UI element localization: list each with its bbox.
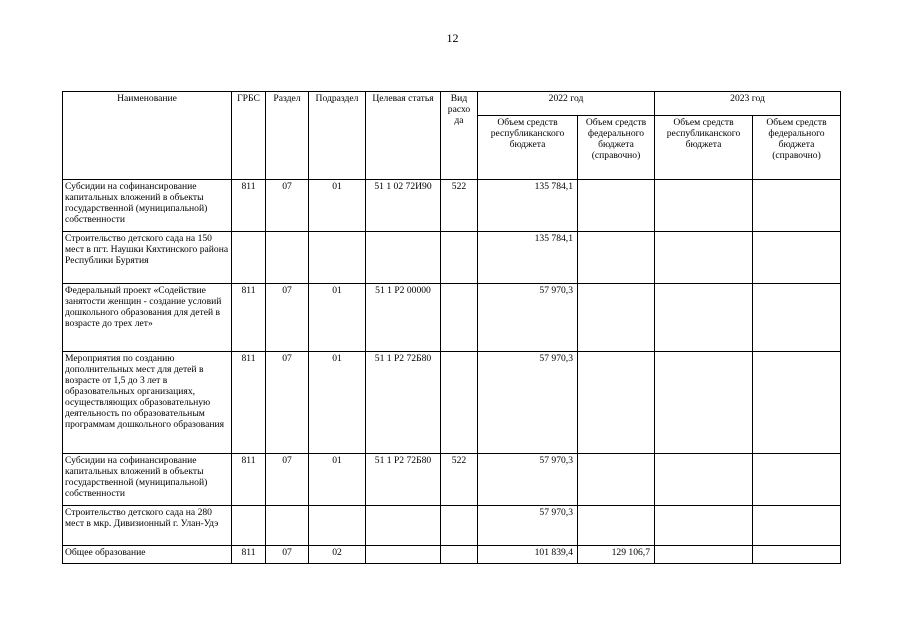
row-grbs: 811 bbox=[232, 180, 266, 232]
row-subsection: 01 bbox=[309, 352, 366, 454]
row-section bbox=[266, 232, 309, 284]
header-subsection: Подраздел bbox=[309, 92, 366, 180]
row-grbs bbox=[232, 232, 266, 284]
row-republic-2023 bbox=[655, 232, 753, 284]
row-grbs: 811 bbox=[232, 352, 266, 454]
header-year-2023: 2023 год bbox=[655, 92, 841, 116]
row-republic-2022: 57 970,3 bbox=[478, 506, 578, 546]
page-number: 12 bbox=[446, 31, 459, 45]
table-row bbox=[63, 232, 841, 284]
row-federal-2022 bbox=[578, 352, 655, 454]
row-name: Субсидии на софинансирование капитальных вложений в объекты государственной (муниципальной) собственности bbox=[63, 180, 232, 232]
row-republic-2022: 57 970,3 bbox=[478, 454, 578, 506]
row-federal-2022 bbox=[578, 454, 655, 506]
row-section: 07 bbox=[266, 352, 309, 454]
header-section: Раздел bbox=[266, 92, 309, 180]
row-republic-2022: 135 784,1 bbox=[478, 180, 578, 232]
row-federal-2022 bbox=[578, 232, 655, 284]
row-subsection: 01 bbox=[309, 180, 366, 232]
row-republic-2022: 135 784,1 bbox=[478, 232, 578, 284]
header-year-2022: 2022 год bbox=[478, 92, 655, 116]
row-federal-2023 bbox=[753, 284, 841, 352]
row-republic-2023 bbox=[655, 506, 753, 546]
row-federal-2022 bbox=[578, 284, 655, 352]
row-name: Общее образование bbox=[63, 546, 232, 564]
row-republic-2022: 57 970,3 bbox=[478, 284, 578, 352]
table-row bbox=[63, 454, 841, 506]
row-target-article bbox=[366, 232, 441, 284]
row-target-article: 51 1 02 72И90 bbox=[366, 180, 441, 232]
table-row bbox=[63, 506, 841, 546]
header-federal-budget-2022: Объем средств федерального бюджета (справочно) bbox=[578, 116, 655, 180]
header-republic-budget-2022: Объем средств республиканского бюджета bbox=[478, 116, 578, 180]
row-expense-type bbox=[441, 352, 478, 454]
row-section: 07 bbox=[266, 284, 309, 352]
header-expense-type: Вид расхо да bbox=[441, 92, 478, 180]
row-republic-2023 bbox=[655, 454, 753, 506]
header-target-article: Целевая статья bbox=[366, 92, 441, 180]
row-republic-2022: 57 970,3 bbox=[478, 352, 578, 454]
row-name: Строительство детского сада на 280 мест в мкр. Дивизионный г. Улан-Удэ bbox=[63, 506, 232, 546]
budget-table bbox=[62, 91, 841, 564]
row-expense-type: 522 bbox=[441, 454, 478, 506]
header-grbs: ГРБС bbox=[232, 92, 266, 180]
row-federal-2023 bbox=[753, 352, 841, 454]
row-federal-2023 bbox=[753, 180, 841, 232]
header-federal-budget-2023: Объем средств федерального бюджета (справочно) bbox=[753, 116, 841, 180]
row-expense-type bbox=[441, 506, 478, 546]
row-federal-2022 bbox=[578, 506, 655, 546]
table-row bbox=[63, 546, 841, 564]
row-federal-2022: 129 106,7 bbox=[578, 546, 655, 564]
row-target-article bbox=[366, 546, 441, 564]
row-expense-type bbox=[441, 546, 478, 564]
row-subsection: 01 bbox=[309, 284, 366, 352]
row-section: 07 bbox=[266, 546, 309, 564]
header-republic-budget-2023: Объем средств республиканского бюджета bbox=[655, 116, 753, 180]
row-expense-type: 522 bbox=[441, 180, 478, 232]
row-target-article bbox=[366, 506, 441, 546]
row-target-article: 51 1 Р2 72Б80 bbox=[366, 454, 441, 506]
row-grbs bbox=[232, 506, 266, 546]
header-name: Наименование bbox=[63, 92, 232, 180]
row-republic-2023 bbox=[655, 546, 753, 564]
row-section: 07 bbox=[266, 180, 309, 232]
row-federal-2023 bbox=[753, 232, 841, 284]
row-subsection bbox=[309, 232, 366, 284]
row-republic-2022: 101 839,4 bbox=[478, 546, 578, 564]
row-subsection bbox=[309, 506, 366, 546]
row-subsection: 01 bbox=[309, 454, 366, 506]
row-federal-2023 bbox=[753, 506, 841, 546]
row-federal-2023 bbox=[753, 454, 841, 506]
row-federal-2022 bbox=[578, 180, 655, 232]
row-target-article: 51 1 Р2 00000 bbox=[366, 284, 441, 352]
row-federal-2023 bbox=[753, 546, 841, 564]
row-grbs: 811 bbox=[232, 284, 266, 352]
row-name: Строительство детского сада на 150 мест в пгт. Наушки Кяхтинского района Республики Бурятия bbox=[63, 232, 232, 284]
row-republic-2023 bbox=[655, 352, 753, 454]
row-republic-2023 bbox=[655, 180, 753, 232]
table-row bbox=[63, 180, 841, 232]
row-name: Субсидии на софинансирование капитальных вложений в объекты государственной (муниципальной) собственности bbox=[63, 454, 232, 506]
row-section: 07 bbox=[266, 454, 309, 506]
row-grbs: 811 bbox=[232, 454, 266, 506]
row-expense-type bbox=[441, 232, 478, 284]
table-row bbox=[63, 352, 841, 454]
row-name: Федеральный проект «Содействие занятости женщин - создание условий дошкольного образования для детей в возрасте до трех лет» bbox=[63, 284, 232, 352]
row-section bbox=[266, 506, 309, 546]
row-republic-2023 bbox=[655, 284, 753, 352]
row-expense-type bbox=[441, 284, 478, 352]
row-subsection: 02 bbox=[309, 546, 366, 564]
row-grbs: 811 bbox=[232, 546, 266, 564]
row-target-article: 51 1 Р2 72Б80 bbox=[366, 352, 441, 454]
table-row bbox=[63, 284, 841, 352]
row-name: Мероприятия по созданию дополнительных мест для детей в возрасте от 1,5 до 3 лет в образовательных организациях, осуществляющих образовательную деятельность по образовательным программам дошкольного образования bbox=[63, 352, 232, 454]
